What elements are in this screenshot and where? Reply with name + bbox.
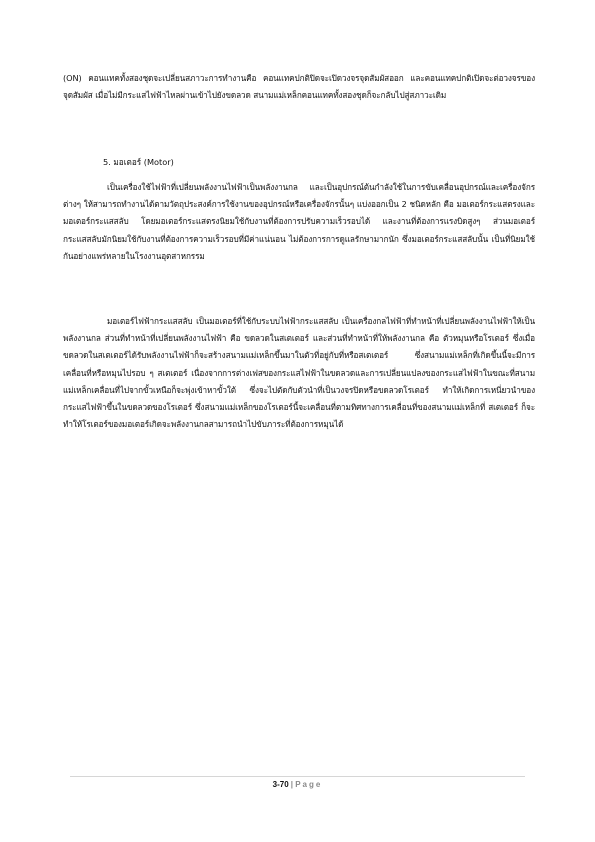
page-label: Page [295,780,323,789]
section-heading-motor: 5. มอเตอร์ (Motor) [103,157,174,167]
paragraph-motor-intro: เป็นเครื่องใช้ไฟฟ้าที่เปลี่ยนพลังงานไฟฟ้าเป็นพลังงานกล และเป็นอุปกรณ์ต้นกำลังใช้ในการขับเคลื่อนอุปกรณ์และเครื่องจักรต่างๆ ให้สามารถทำงานได้ตามวัตถุประสงค์การใช้งานของอุปกรณ์หรือเครื่องจักรนั้นๆ แบ่งออกเป็น 2 ชนิดหลัก คือ มอเตอร์กระแสตรงและมอเตอร์กระแสสลับ โดยมอเตอร์กระแสตรงนิยมใช้กับงานที่ต้องการปรับความเร็วรอบได้ และงานที่ต้องการแรงบิดสูงๆ ส่วนมอเตอร์กระแสสลับมักนิยมใช้กับงานที่ต้องการความเร็วรอบที่มีค่าแน่นอน ไม่ต้องการการดูแลรักษามากนัก ซึ่งมอเตอร์กระแสสลับนั้น เป็นที่นิยมใช้กันอย่างแพร่หลายในโรงงานอุตสาหกรรม [63,182,535,261]
paragraph-ac-motor: มอเตอร์ไฟฟ้ากระแสสลับ เป็นมอเตอร์ที่ใช้กับระบบไฟฟ้ากระแสสลับ เป็นเครื่องกลไฟฟ้าที่ทำหน้าที่เปลี่ยนพลังงานไฟฟ้าให้เป็นพลังงานกล ส่วนที่ทำหน้าที่เปลี่ยนพลังงานไฟฟ้า คือ ขดลวดในสเตเตอร์ และส่วนที่ทำหน้าที่ให้พลังงานกล คือ ตัวหมุนหรือโรเตอร์ ซึ่งเมื่อขดลวดในสเตเตอร์ได้รับพลังงานไฟฟ้าก็จะสร้างสนามแม่เหล็กขึ้นมาในตัวที่อยู่กับที่หรือสเตเตอร์ ซึ่งสนามแม่เหล็กที่เกิดขึ้นนี้จะมีการเคลื่อนที่หรือหมุนไปรอบ ๆ สเตเตอร์ เนื่องจากการต่างเฟสของกระแสไฟฟ้าในขดลวดและการเปลี่ยนแปลงของกระแสไฟฟ้าในขณะที่สนามแม่เหล็กเคลื่อนที่ไปจากขั้วเหนือก็จะพุ่งเข้าหาขั้วใต้ ซึ่งจะไปตัดกับตัวนำที่เป็นวงจรปิดหรือขดลวดโรเตอร์ ทำให้เกิดการเหนี่ยวนำของกระแสไฟฟ้าขึ้นในขดลวดของโรเตอร์ ซึ่งสนามแม่เหล็กของโรเตอร์นี้จะเคลื่อนที่ตามทิศทางการเคลื่อนที่ของสนามแม่เหล็กที่ สเตเตอร์ ก็จะทำให้โรเตอร์ของมอเตอร์เกิดจะพลังงานกลสามารถนำไปขับภาระที่ต้องการหมุนได้ [63,316,535,430]
footer-divider [70,776,525,777]
footer-separator: | [290,780,293,789]
paragraph-contactor-states: (ON) คอนแทคทั้งสองชุดจะเปลี่ยนสภาวะการทำงานคือ คอนแทคปกติปิดจะเปิดวงจรจุดสัมผัสออก และคอนแทคปกติเปิดจะต่อวงจรของจุดสัมผัส เมื่อไม่มีกระแสไฟฟ้าไหลผ่านเข้าไปยังขดลวด สนามแม่เหล็กคอนแทคทั้งสองชุดก็จะกลับไปสู่สภาวะเดิม [63,73,535,101]
page-footer [0,780,595,789]
page-number: 3-70 [272,780,289,789]
